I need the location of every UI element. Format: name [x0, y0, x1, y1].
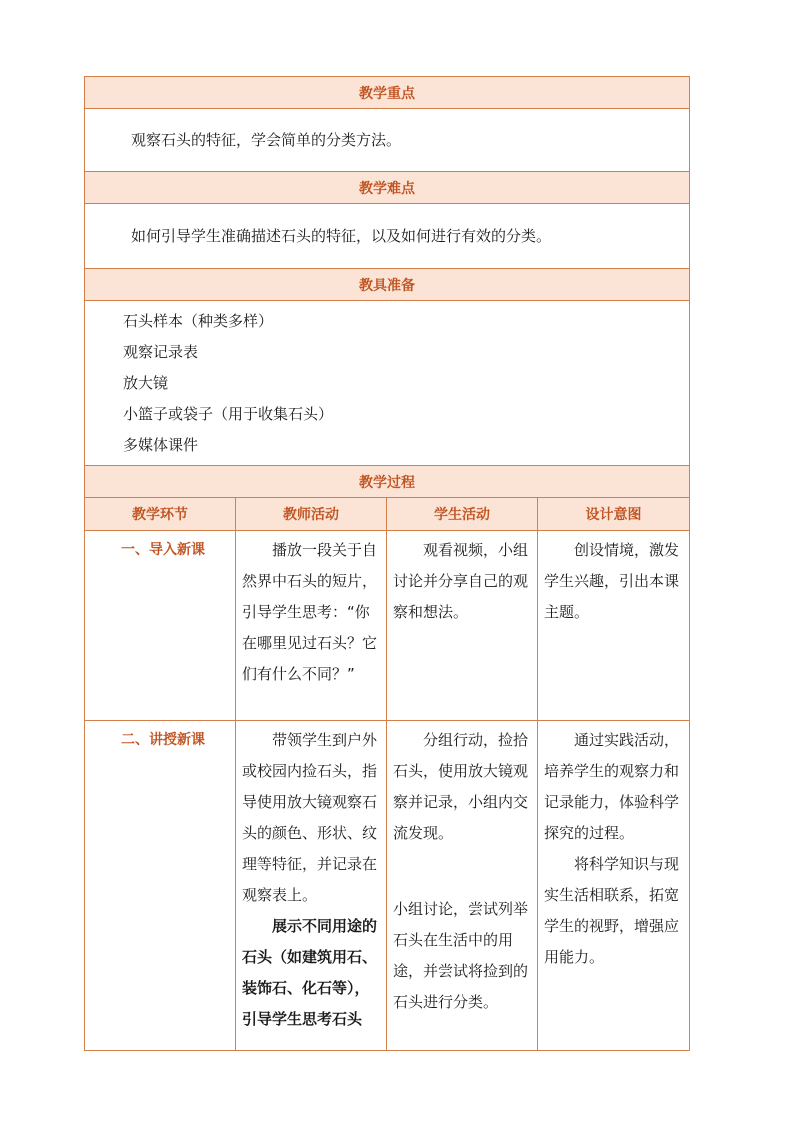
focus-text: 观察石头的特征，学会简单的分类方法。: [85, 109, 690, 172]
materials-item: 石头样本（种类多样）: [123, 312, 274, 330]
focus-heading: 教学重点: [85, 77, 690, 109]
student-activity-text-2: 小组讨论，尝试列举石头在生活中的用途，并尝试将捡到的石头进行分类。: [393, 900, 529, 1011]
process-heading: 教学过程: [85, 466, 690, 498]
materials-item: 多媒体课件: [123, 436, 199, 454]
teacher-activity-cell: [236, 721, 387, 1051]
spacer: [393, 849, 531, 894]
design-intent-cell: 创设情境，激发学生兴趣，引出本课主题。: [538, 531, 690, 721]
student-activity-cell: [387, 721, 538, 1051]
teacher-activity-text-2: 展示不同用途的石头（如建筑用石、装饰石、化石等），引导学生思考石头: [242, 917, 378, 1028]
materials-item: 小篮子或袋子（用于收集石头）: [123, 405, 334, 423]
materials-list: [85, 301, 690, 466]
teacher-activity-cell: 播放一段关于自然界中石头的短片，引导学生思考：“你在哪里见过石头？它们有什么不同？”: [236, 531, 387, 721]
column-header-teacher: 教师活动: [236, 498, 387, 531]
column-header-intent: 设计意图: [538, 498, 690, 531]
student-activity-text: 分组行动，捡拾石头，使用放大镜观察并记录，小组内交流发现。: [393, 731, 529, 842]
table-row: [85, 721, 690, 1051]
column-header-stage: 教学环节: [85, 498, 236, 531]
lesson-plan-table: [84, 76, 690, 1051]
lesson-plan-sheet: [84, 76, 689, 1051]
design-intent-text: 通过实践活动，培养学生的观察力和记录能力，体验科学探究的过程。: [544, 731, 680, 842]
stage-cell: 一、导入新课: [85, 531, 236, 721]
teacher-activity-text: 带领学生到户外或校园内捡石头，指导使用放大镜观察石头的颜色、形状、纹理等特征，并记录在观察表上。: [242, 731, 378, 904]
table-row: [85, 531, 690, 721]
materials-item: 观察记录表: [123, 343, 199, 361]
student-activity-cell: 观看视频，小组讨论并分享自己的观察和想法。: [387, 531, 538, 721]
difficulty-heading: 教学难点: [85, 172, 690, 204]
design-intent-cell: [538, 721, 690, 1051]
column-header-student: 学生活动: [387, 498, 538, 531]
difficulty-text: 如何引导学生准确描述石头的特征，以及如何进行有效的分类。: [85, 204, 690, 269]
materials-heading: 教具准备: [85, 269, 690, 301]
design-intent-text-2: 将科学知识与现实生活相联系，拓宽学生的视野，增强应用能力。: [544, 855, 680, 966]
stage-cell: 二、讲授新课: [85, 721, 236, 1051]
materials-item: 放大镜: [123, 374, 169, 392]
